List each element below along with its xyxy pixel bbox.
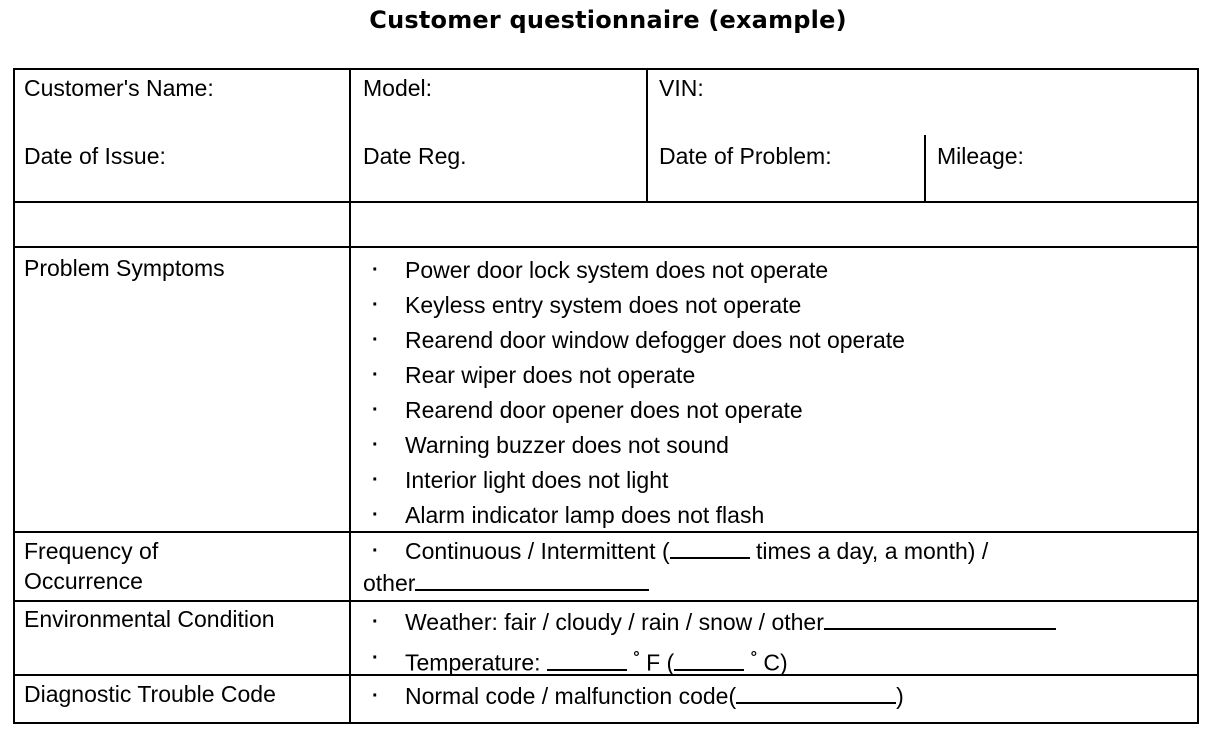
frequency-label-line2: Occurrence xyxy=(24,568,143,594)
environment-label: Environmental Condition xyxy=(24,606,275,632)
divider xyxy=(13,600,1199,602)
date-reg-label: Date Reg. xyxy=(363,143,467,169)
dtc-label: Diagnostic Trouble Code xyxy=(24,681,276,707)
problem-symptoms-label: Problem Symptoms xyxy=(24,255,225,281)
frequency-label-line1: Frequency of xyxy=(24,538,159,564)
date-of-issue-label: Date of Issue: xyxy=(24,143,166,169)
vin-label: VIN: xyxy=(659,75,704,101)
divider xyxy=(13,201,1199,203)
mileage-label: Mileage: xyxy=(937,143,1024,169)
temperature-line: Temperature: ° F ( ° C) xyxy=(405,649,788,676)
malfunction-code-blank xyxy=(736,682,896,704)
divider xyxy=(349,68,351,724)
temp-c-blank xyxy=(674,649,744,671)
divider xyxy=(924,135,926,203)
bullet: · xyxy=(372,540,379,562)
bullet: · xyxy=(372,611,379,633)
model-label: Model: xyxy=(363,75,433,101)
frequency-line: Continuous / Intermittent ( times a day, a month) / xyxy=(405,538,989,564)
bullet: · xyxy=(372,647,379,669)
bullet: · xyxy=(372,685,379,707)
times-blank xyxy=(670,537,750,559)
date-of-problem-label: Date of Problem: xyxy=(659,143,832,169)
customer-name-label: Customer's Name: xyxy=(24,75,214,101)
divider xyxy=(13,531,1199,533)
other-blank xyxy=(415,569,649,591)
weather-other-blank xyxy=(824,608,1056,630)
page-title: Customer questionnaire (example) xyxy=(369,6,847,34)
divider xyxy=(646,68,648,203)
dtc-line: Normal code / malfunction code( ) xyxy=(405,683,904,709)
temp-f-blank xyxy=(547,649,627,671)
weather-line: Weather: fair / cloudy / rain / snow / other xyxy=(405,608,1056,636)
frequency-other-line: other xyxy=(363,569,649,597)
divider xyxy=(13,246,1199,248)
